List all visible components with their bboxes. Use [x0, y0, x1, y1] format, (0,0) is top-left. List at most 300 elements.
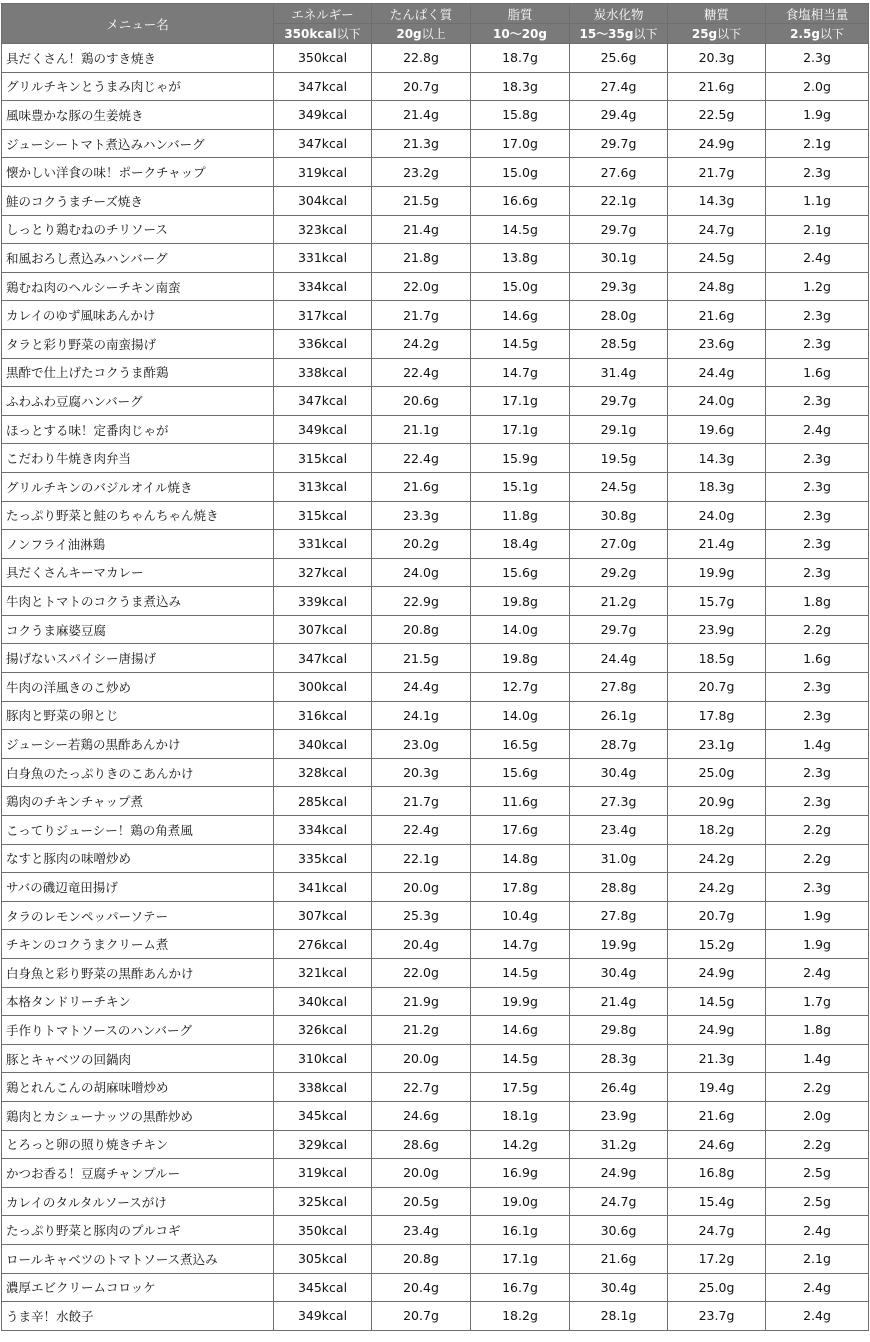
menu-name-cell: たっぷり野菜と豚肉のプルコギ: [2, 1216, 274, 1245]
protein-cell: 20.7g: [372, 1302, 471, 1331]
energy-cell: 347kcal: [274, 644, 372, 673]
energy-cell: 321kcal: [274, 959, 372, 988]
sugar-cell: 23.9g: [668, 615, 766, 644]
menu-name-cell: タラのレモンペッパーソテー: [2, 901, 274, 930]
table-row: [2, 244, 869, 273]
carbs-cell: 31.0g: [570, 844, 668, 873]
salt-cell: 2.3g: [766, 787, 869, 816]
fat-target: [471, 24, 570, 44]
carbs-cell: 23.9g: [570, 1101, 668, 1130]
menu-name-cell: チキンのコクうまクリーム煮: [2, 930, 274, 959]
table-row: [2, 787, 869, 816]
carbs-cell: 28.1g: [570, 1302, 668, 1331]
table-row: [2, 1273, 869, 1302]
table-row: [2, 901, 869, 930]
energy-cell: 300kcal: [274, 673, 372, 702]
fat-cell: 18.3g: [471, 72, 570, 101]
salt-cell: 2.3g: [766, 758, 869, 787]
target-value: 25g: [691, 27, 718, 41]
carbs-cell: 27.8g: [570, 673, 668, 702]
carbs-cell: 31.2g: [570, 1130, 668, 1159]
table-row: [2, 1159, 869, 1188]
carbs-cell: 19.5g: [570, 444, 668, 473]
target-value: 350kcal: [284, 27, 337, 41]
menu-name-cell: 鶏肉のチキンチャップ煮: [2, 787, 274, 816]
salt-cell: 2.4g: [766, 415, 869, 444]
protein-cell: 25.3g: [372, 901, 471, 930]
carbs-cell: 22.1g: [570, 186, 668, 215]
menu-name-cell: ノンフライ油淋鶏: [2, 530, 274, 559]
energy-cell: 315kcal: [274, 501, 372, 530]
sugar-cell: 19.4g: [668, 1073, 766, 1102]
protein-cell: 21.6g: [372, 472, 471, 501]
menu-name-cell: ふわふわ豆腐ハンバーグ: [2, 387, 274, 416]
energy-cell: 315kcal: [274, 444, 372, 473]
menu-name-cell: ほっとする味！定番肉じゃが: [2, 415, 274, 444]
protein-cell: 20.0g: [372, 873, 471, 902]
energy-cell: 340kcal: [274, 987, 372, 1016]
salt-cell: 1.1g: [766, 186, 869, 215]
salt-cell: 2.3g: [766, 472, 869, 501]
fat-cell: 14.0g: [471, 701, 570, 730]
table-row: [2, 415, 869, 444]
protein-cell: 21.7g: [372, 301, 471, 330]
menu-name-cell: 鶏とれんこんの胡麻味噌炒め: [2, 1073, 274, 1102]
protein-cell: 22.9g: [372, 587, 471, 616]
salt-cell: 1.9g: [766, 101, 869, 130]
carbs-cell: 24.7g: [570, 1187, 668, 1216]
fat-cell: 10.4g: [471, 901, 570, 930]
table-row: [2, 272, 869, 301]
protein-cell: 23.3g: [372, 501, 471, 530]
menu-name-cell: カレイのタルタルソースがけ: [2, 1187, 274, 1216]
sugar-cell: 14.3g: [668, 444, 766, 473]
table-row: [2, 1044, 869, 1073]
fat-cell: 14.2g: [471, 1130, 570, 1159]
fat-header: 脂質: [471, 4, 570, 24]
menu-name-cell: 鮭のコクうまチーズ焼き: [2, 186, 274, 215]
salt-cell: 2.3g: [766, 530, 869, 559]
menu-name-cell: サバの磯辺竜田揚げ: [2, 873, 274, 902]
protein-cell: 21.3g: [372, 129, 471, 158]
menu-name-cell: 本格タンドリーチキン: [2, 987, 274, 1016]
carbs-cell: 29.3g: [570, 272, 668, 301]
sugar-cell: 23.1g: [668, 730, 766, 759]
menu-name-cell: 豚肉と野菜の卵とじ: [2, 701, 274, 730]
menu-name-cell: 手作りトマトソースのハンバーグ: [2, 1016, 274, 1045]
salt-cell: 2.3g: [766, 444, 869, 473]
energy-cell: 319kcal: [274, 158, 372, 187]
salt-cell: 2.3g: [766, 301, 869, 330]
energy-cell: 349kcal: [274, 1302, 372, 1331]
fat-cell: 15.0g: [471, 272, 570, 301]
menu-name-cell: 具だくさん！鶏のすき焼き: [2, 44, 274, 73]
protein-cell: 21.2g: [372, 1016, 471, 1045]
protein-cell: 20.8g: [372, 615, 471, 644]
sugar-cell: 14.3g: [668, 186, 766, 215]
table-row: [2, 816, 869, 845]
fat-cell: 14.0g: [471, 615, 570, 644]
sugar-cell: 23.6g: [668, 329, 766, 358]
protein-cell: 20.0g: [372, 1044, 471, 1073]
energy-cell: 347kcal: [274, 387, 372, 416]
sugar-cell: 24.9g: [668, 959, 766, 988]
sugar-cell: 20.7g: [668, 673, 766, 702]
menu-name-cell: グリルチキンのバジルオイル焼き: [2, 472, 274, 501]
energy-cell: 305kcal: [274, 1244, 372, 1273]
energy-cell: 316kcal: [274, 701, 372, 730]
target-value: 2.5g: [790, 27, 820, 41]
energy-cell: 331kcal: [274, 244, 372, 273]
fat-cell: 14.5g: [471, 1044, 570, 1073]
energy-cell: 347kcal: [274, 129, 372, 158]
carbs-cell: 30.4g: [570, 1273, 668, 1302]
menu-name-cell: こってりジューシー！鶏の角煮風: [2, 816, 274, 845]
salt-cell: 1.6g: [766, 644, 869, 673]
energy-cell: 338kcal: [274, 1073, 372, 1102]
sugar-cell: 21.6g: [668, 301, 766, 330]
carbs-cell: 21.6g: [570, 1244, 668, 1273]
target-value: 20g: [396, 27, 422, 41]
carbs-cell: 31.4g: [570, 358, 668, 387]
protein-cell: 20.0g: [372, 1159, 471, 1188]
sugar-cell: 19.6g: [668, 415, 766, 444]
protein-cell: 22.0g: [372, 959, 471, 988]
carbs-cell: 27.6g: [570, 158, 668, 187]
salt-cell: 2.4g: [766, 244, 869, 273]
fat-cell: 17.5g: [471, 1073, 570, 1102]
carbs-cell: 27.4g: [570, 72, 668, 101]
sugar-cell: 18.2g: [668, 816, 766, 845]
table-row: [2, 959, 869, 988]
menu-name-cell: 鶏肉とカシューナッツの黒酢炒め: [2, 1101, 274, 1130]
carbs-cell: 29.2g: [570, 558, 668, 587]
fat-cell: 19.8g: [471, 587, 570, 616]
menu-name-cell: しっとり鶏むねのチリソース: [2, 215, 274, 244]
menu-name-cell: うま辛！水餃子: [2, 1302, 274, 1331]
table-row: [2, 444, 869, 473]
table-body: [2, 44, 869, 1331]
carbs-cell: 30.4g: [570, 959, 668, 988]
menu-name-cell: コクうま麻婆豆腐: [2, 615, 274, 644]
salt-cell: 2.3g: [766, 329, 869, 358]
menu-name-cell: 風味豊かな豚の生姜焼き: [2, 101, 274, 130]
sugar-cell: 23.7g: [668, 1302, 766, 1331]
carbs-cell: 28.5g: [570, 329, 668, 358]
carbs-cell: 28.0g: [570, 301, 668, 330]
target-value: 10〜20g: [493, 27, 547, 41]
sugar-cell: 17.8g: [668, 701, 766, 730]
salt-cell: 1.4g: [766, 1044, 869, 1073]
sugar-cell: 24.9g: [668, 1016, 766, 1045]
salt-cell: 2.4g: [766, 1273, 869, 1302]
fat-cell: 14.5g: [471, 959, 570, 988]
menu-name-cell: 揚げないスパイシー唐揚げ: [2, 644, 274, 673]
table-row: [2, 987, 869, 1016]
sugar-cell: 24.5g: [668, 244, 766, 273]
table-row: [2, 587, 869, 616]
carbs-cell: 21.4g: [570, 987, 668, 1016]
menu-name-cell: たっぷり野菜と鮭のちゃんちゃん焼き: [2, 501, 274, 530]
salt-target: [766, 24, 869, 44]
carbs-cell: 24.9g: [570, 1159, 668, 1188]
carbs-cell: 29.8g: [570, 1016, 668, 1045]
salt-cell: 2.3g: [766, 158, 869, 187]
table-row: [2, 644, 869, 673]
fat-cell: 18.4g: [471, 530, 570, 559]
protein-cell: 21.8g: [372, 244, 471, 273]
protein-cell: 22.4g: [372, 358, 471, 387]
energy-cell: 345kcal: [274, 1273, 372, 1302]
salt-cell: 2.2g: [766, 1130, 869, 1159]
carbs-cell: 24.5g: [570, 472, 668, 501]
energy-cell: 328kcal: [274, 758, 372, 787]
fat-cell: 13.8g: [471, 244, 570, 273]
protein-cell: 21.4g: [372, 215, 471, 244]
table-row: [2, 129, 869, 158]
salt-cell: 1.6g: [766, 358, 869, 387]
salt-cell: 2.2g: [766, 615, 869, 644]
carbs-cell: 30.4g: [570, 758, 668, 787]
salt-cell: 2.5g: [766, 1159, 869, 1188]
fat-cell: 19.8g: [471, 644, 570, 673]
menu-name-cell: ロールキャベツのトマトソース煮込み: [2, 1244, 274, 1273]
protein-cell: 28.6g: [372, 1130, 471, 1159]
fat-cell: 15.8g: [471, 101, 570, 130]
menu-name-cell: こだわり牛焼き肉弁当: [2, 444, 274, 473]
fat-cell: 14.6g: [471, 301, 570, 330]
salt-cell: 1.4g: [766, 730, 869, 759]
protein-cell: 20.3g: [372, 758, 471, 787]
menu-name-cell: かつお香る！豆腐チャンプルー: [2, 1159, 274, 1188]
sugar-cell: 16.8g: [668, 1159, 766, 1188]
table-row: [2, 615, 869, 644]
carbs-cell: 30.8g: [570, 501, 668, 530]
table-row: [2, 387, 869, 416]
energy-cell: 323kcal: [274, 215, 372, 244]
menu-name-cell: 鶏むね肉のヘルシーチキン南蛮: [2, 272, 274, 301]
salt-cell: 2.0g: [766, 72, 869, 101]
menu-name-cell: なすと豚肉の味噌炒め: [2, 844, 274, 873]
energy-cell: 331kcal: [274, 530, 372, 559]
fat-cell: 17.1g: [471, 415, 570, 444]
fat-cell: 17.1g: [471, 1244, 570, 1273]
fat-cell: 14.6g: [471, 1016, 570, 1045]
carbs-cell: 29.7g: [570, 215, 668, 244]
target-suffix: 以下: [633, 27, 658, 41]
table-row: [2, 472, 869, 501]
protein-cell: 23.0g: [372, 730, 471, 759]
protein-cell: 20.8g: [372, 1244, 471, 1273]
protein-cell: 20.4g: [372, 930, 471, 959]
sugar-cell: 17.2g: [668, 1244, 766, 1273]
carbs-target: [570, 24, 668, 44]
carbs-cell: 27.3g: [570, 787, 668, 816]
salt-cell: 2.1g: [766, 1244, 869, 1273]
table-row: [2, 44, 869, 73]
protein-cell: 24.1g: [372, 701, 471, 730]
protein-cell: 22.8g: [372, 44, 471, 73]
energy-cell: 307kcal: [274, 615, 372, 644]
salt-cell: 1.8g: [766, 587, 869, 616]
protein-header: たんぱく質: [372, 4, 471, 24]
menu-name-cell: 豚とキャベツの回鍋肉: [2, 1044, 274, 1073]
protein-cell: 24.6g: [372, 1101, 471, 1130]
fat-cell: 11.8g: [471, 501, 570, 530]
protein-cell: 20.5g: [372, 1187, 471, 1216]
fat-cell: 15.0g: [471, 158, 570, 187]
nutrition-table: [1, 3, 869, 1331]
fat-cell: 18.2g: [471, 1302, 570, 1331]
energy-cell: 285kcal: [274, 787, 372, 816]
fat-cell: 17.1g: [471, 387, 570, 416]
sugar-cell: 18.3g: [668, 472, 766, 501]
energy-cell: 349kcal: [274, 101, 372, 130]
protein-cell: 20.4g: [372, 1273, 471, 1302]
target-value: 15〜35g: [579, 27, 634, 41]
fat-cell: 16.1g: [471, 1216, 570, 1245]
fat-cell: 14.5g: [471, 215, 570, 244]
fat-cell: 11.6g: [471, 787, 570, 816]
table-row: [2, 1302, 869, 1331]
sugar-cell: 25.0g: [668, 1273, 766, 1302]
salt-header: 食塩相当量: [766, 4, 869, 24]
fat-cell: 18.1g: [471, 1101, 570, 1130]
energy-target: [274, 24, 372, 44]
energy-cell: 317kcal: [274, 301, 372, 330]
sugar-cell: 24.2g: [668, 844, 766, 873]
energy-cell: 319kcal: [274, 1159, 372, 1188]
sugar-cell: 21.4g: [668, 530, 766, 559]
fat-cell: 12.7g: [471, 673, 570, 702]
energy-cell: 341kcal: [274, 873, 372, 902]
salt-cell: 2.5g: [766, 1187, 869, 1216]
sugar-cell: 24.0g: [668, 501, 766, 530]
salt-cell: 2.4g: [766, 1216, 869, 1245]
menu-name-cell: 黒酢で仕上げたコクうま酢鶏: [2, 358, 274, 387]
table-row: [2, 673, 869, 702]
salt-cell: 2.0g: [766, 1101, 869, 1130]
protein-cell: 22.0g: [372, 272, 471, 301]
sugar-cell: 15.2g: [668, 930, 766, 959]
menu-name-cell: ジューシートマト煮込みハンバーグ: [2, 129, 274, 158]
table-row: [2, 358, 869, 387]
sugar-cell: 24.6g: [668, 1130, 766, 1159]
sugar-header: 糖質: [668, 4, 766, 24]
menu-name-cell: グリルチキンとうまみ肉じゃが: [2, 72, 274, 101]
protein-target: [372, 24, 471, 44]
sugar-cell: 20.9g: [668, 787, 766, 816]
menu-name-cell: タラと彩り野菜の南蛮揚げ: [2, 329, 274, 358]
protein-cell: 21.1g: [372, 415, 471, 444]
table-row: [2, 301, 869, 330]
target-suffix: 以下: [717, 27, 742, 41]
protein-cell: 21.7g: [372, 787, 471, 816]
protein-cell: 21.5g: [372, 186, 471, 215]
energy-cell: 345kcal: [274, 1101, 372, 1130]
target-suffix: 以上: [421, 27, 446, 41]
table-row: [2, 501, 869, 530]
salt-cell: 1.8g: [766, 1016, 869, 1045]
fat-cell: 15.9g: [471, 444, 570, 473]
energy-cell: 313kcal: [274, 472, 372, 501]
protein-cell: 24.4g: [372, 673, 471, 702]
salt-cell: 2.2g: [766, 844, 869, 873]
menu-name-cell: 牛肉の洋風きのこ炒め: [2, 673, 274, 702]
table-row: [2, 1216, 869, 1245]
protein-cell: 23.2g: [372, 158, 471, 187]
carbs-cell: 30.6g: [570, 1216, 668, 1245]
carbs-cell: 25.6g: [570, 44, 668, 73]
table-row: [2, 530, 869, 559]
carbs-cell: 29.4g: [570, 101, 668, 130]
protein-cell: 20.7g: [372, 72, 471, 101]
energy-cell: 335kcal: [274, 844, 372, 873]
table-row: [2, 215, 869, 244]
salt-cell: 2.3g: [766, 44, 869, 73]
carbs-cell: 19.9g: [570, 930, 668, 959]
carbs-cell: 21.2g: [570, 587, 668, 616]
menu-name-cell: 白身魚と彩り野菜の黒酢あんかけ: [2, 959, 274, 988]
carbs-cell: 23.4g: [570, 816, 668, 845]
sugar-cell: 15.4g: [668, 1187, 766, 1216]
carbs-cell: 28.7g: [570, 730, 668, 759]
salt-cell: 2.3g: [766, 873, 869, 902]
sugar-cell: 21.6g: [668, 1101, 766, 1130]
salt-cell: 2.1g: [766, 129, 869, 158]
menu-name-cell: 白身魚のたっぷりきのこあんかけ: [2, 758, 274, 787]
protein-cell: 24.2g: [372, 329, 471, 358]
protein-cell: 21.9g: [372, 987, 471, 1016]
menu-name-cell: 牛肉とトマトのコクうま煮込み: [2, 587, 274, 616]
energy-cell: 339kcal: [274, 587, 372, 616]
sugar-cell: 24.4g: [668, 358, 766, 387]
sugar-cell: 22.5g: [668, 101, 766, 130]
table-row: [2, 1016, 869, 1045]
protein-cell: 24.0g: [372, 558, 471, 587]
protein-cell: 22.1g: [372, 844, 471, 873]
target-suffix: 以下: [336, 27, 361, 41]
energy-cell: 304kcal: [274, 186, 372, 215]
table-row: [2, 930, 869, 959]
menu-name-cell: ジューシー若鶏の黒酢あんかけ: [2, 730, 274, 759]
energy-cell: 327kcal: [274, 558, 372, 587]
table-row: [2, 158, 869, 187]
salt-cell: 2.4g: [766, 1302, 869, 1331]
carbs-cell: 29.7g: [570, 129, 668, 158]
carbs-cell: 29.7g: [570, 387, 668, 416]
fat-cell: 14.5g: [471, 329, 570, 358]
carbs-cell: 28.3g: [570, 1044, 668, 1073]
table-row: [2, 1101, 869, 1130]
fat-cell: 14.7g: [471, 358, 570, 387]
energy-cell: 307kcal: [274, 901, 372, 930]
table-row: [2, 1073, 869, 1102]
menu-name-cell: カレイのゆず風味あんかけ: [2, 301, 274, 330]
carbs-cell: 29.1g: [570, 415, 668, 444]
protein-cell: 22.7g: [372, 1073, 471, 1102]
menu-name-cell: 濃厚エビクリームコロッケ: [2, 1273, 274, 1302]
table-row: [2, 186, 869, 215]
salt-cell: 2.2g: [766, 1073, 869, 1102]
sugar-cell: 25.0g: [668, 758, 766, 787]
fat-cell: 17.6g: [471, 816, 570, 845]
protein-cell: 21.4g: [372, 101, 471, 130]
sugar-cell: 20.3g: [668, 44, 766, 73]
sugar-cell: 20.7g: [668, 901, 766, 930]
energy-cell: 325kcal: [274, 1187, 372, 1216]
carbs-header: 炭水化物: [570, 4, 668, 24]
